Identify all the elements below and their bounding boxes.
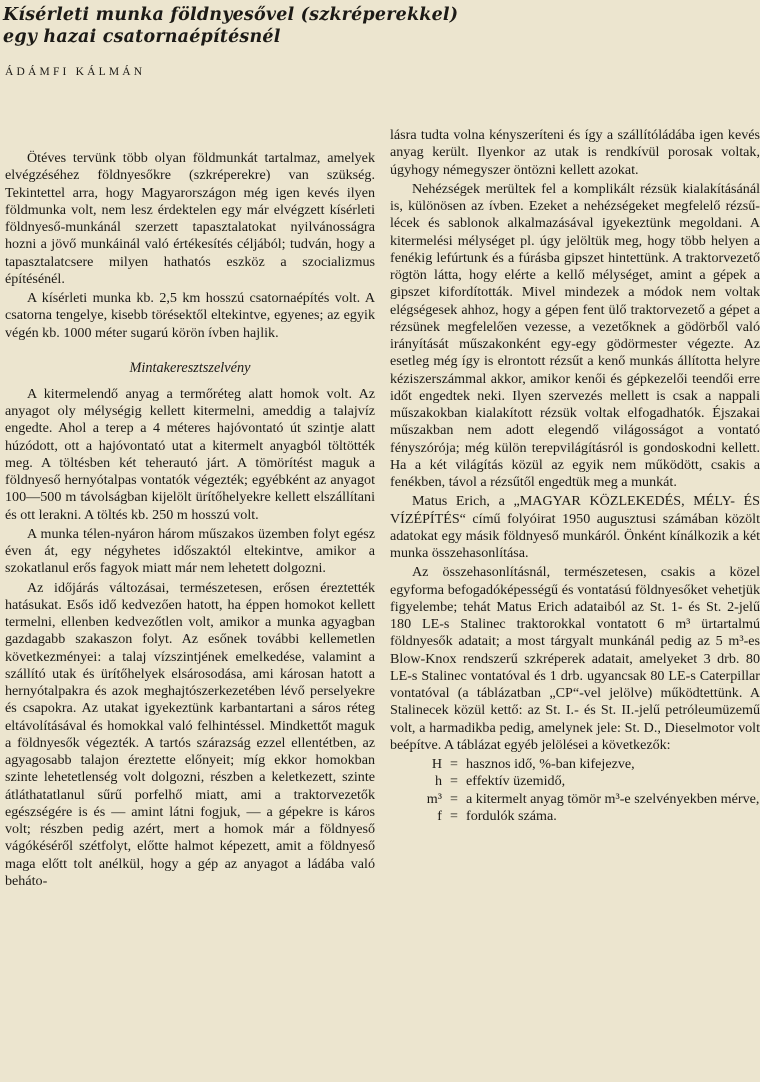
paragraph: Ötéves tervünk több olyan földmunkát tartalmaz, amelyek elvégzéséhez földnyesőkre (szkréperekre) van szükség. Tekintettel arra, hogy Magyarországon még igen kevés ilyen földmunka volt, nem lesz érdektelen egy már elvégzett kísérleti földnyeső-munkánál szerzett tapasztalatokat nyilvánosságra hozni a jövő munkáinál való értékesítés céljából; tudván, hogy a tapasztalatcsere milyen hathatós eszköz a szocializmus építésénél. xyxy=(5,150,375,287)
legend-symbol: f xyxy=(437,807,442,824)
equals-sign: = xyxy=(450,773,458,790)
paragraph: Nehézségek merültek fel a komplikált rézsük kialakításánál is, különösen az ívben. Ezeket a nehézségeket megfelelő rézsű-lécek és sablonok alkalmazásával igyekeztünk megoldani. A kitermelési mélységet pl. úgy jelöltük meg, hogy több helyen a fenékig lefúrtunk és a fúrásba gipszet hintettünk. A traktorvezető rögtön látta, hogy elérte a kellő mélységet, amint a gépek a gipszet kifordították. Mivel mindezek a módok nem voltak elégségesek ahhoz, hogy a gépen fent ülő traktorvezető a gépet a rézsünek megfelelően vezesse, a vezetőknek a gödörből való irányítását műszakonként egy-egy gödörmester végezte. Az esetleg még így is elrontott rézsűt a kenő munkás állította helyre kéziszerszámmal akkor, amikor kenői és gépkezelői teendői erre időt engedtek neki. Ilyen szervezés mellett is csak a nappali műszakokban kialakított rézsük voltak elfogadhatók. Éjszakai műszakban nem adott elegendő világosságot a vontató fényszórója; még külön terepvilágításról is gondoskodni kellett. Ha a két világítás közül az egyik nem működött, csakis a fenékben, távol a rézsűtől engedtük meg a munkát. xyxy=(390,180,760,490)
author-name: ÁDÁMFI KÁLMÁN xyxy=(5,66,146,78)
paragraph: A munka télen-nyáron három műszakos üzemben folyt egész éven át, egy négyhetes időszaktól eltekintve, amikor a szokatlanul erős fagyok miatt már nem lehetett dolgozni. xyxy=(5,525,375,577)
equals-sign: = xyxy=(450,756,458,772)
legend-definition: hasznos idő, %-ban kifejezve, xyxy=(466,756,635,772)
section-heading: Mintakeresztszelvény xyxy=(129,359,251,376)
title-line-2: egy hazai csatornaépítésnél xyxy=(3,27,281,47)
paragraph: Matus Erich, a „MAGYAR KÖZLEKEDÉS, MÉLY- ÉS VÍZÉPÍTÉS“ című folyóirat 1950 augusztusi számában közölt adatokat egy másik földnyeső munkáról. Önként kínálkozik a két munka összehasonlítása. xyxy=(390,493,760,561)
equals-sign: = xyxy=(450,790,458,807)
paragraph: A kísérleti munka kb. 2,5 km hosszú csatornaépítés volt. A csatorna tengelye, kisebb törésektől eltekintve, egyenes; az egyik végén kb. 1000 méter sugarú körön ívben hajlik. xyxy=(5,290,375,341)
legend-symbol: H xyxy=(431,756,442,772)
legend-definition: a kitermelt anyag tömör m³-e szelvényekben mérve, xyxy=(466,790,760,807)
equals-sign: = xyxy=(450,807,458,824)
paragraph: A kitermelendő anyag a termőréteg alatt homok volt. Az anyagot oly mélységig kellett kitermelni, ameddig a talajvíz engedte. Ahol a terep a 4 méteres hajóvontató út szintje alatt húzódott, ott a hajóvontató utat a kitermelt anyagból töltötték meg. A töltésben két teherautó járt. A tömörítést maguk a földnyeső hernyótalpas vontatók végezték; egyébként az anyagot 100—500 m távolságban kijelölt ürítőhelyekre kellett elszállítani és ott lerakni. A töltés kb. 250 m hosszú volt. xyxy=(5,385,375,523)
article-title xyxy=(3,4,743,48)
legend-definition: effektív üzemidő, xyxy=(466,773,566,790)
paragraph: Az összehasonlításnál, természetesen, csakis a közel egyforma befogadóképességű és vontatású földnyesőket vehetjük figyelembe; tehát Matus Erich adataiból az St. 1- és St. 2-jelű 180 LE-s Stalinec traktorokkal vontatott 6 m³ ürtartalmú földnyesők adatait; a most tárgyalt munkánál pedig az 5 m³-es Blow-Knox rendszerű szkréperek adatait, amelyeket 3 drb. 80 LE-s Stalinec vontatóval és 1 drb. ugyancsak 80 LE-s Caterpillar vontatóval (a táblázatban „CP“-vel jelölve) működtettünk. A Stalinecek közül kettő: az St. I.- és St. II.-jelű petróleumüzemű volt, a harmadikba pedig, amelynek jele: St. D., Dieselmotor volt beépítve. A táblázat egyéb jelölései a következők: xyxy=(390,564,760,753)
paragraph: Az időjárás változásai, természetesen, erősen éreztették hatásukat. Esős idő kedvezően hatott, ha éppen homokot kellett termelni, ellenben kedvezőtlen volt, amikor a munka agyagban gazdagabb szakaszon folyt. Az esőnek további kellemetlen következményei: a talaj vízszintjének emelkedése, valamint a szállító utak és ürítőhelyek elsárosodása, ami károsan hatott a hernyótalpakra és azok meghajtószerkezetében lévő perselyekre és csapokra. Az utakat igyekeztünk karbantartani a sáros réteg eltávolításával és homokkal való felhintéssel. Mindkettőt maguk a földnyesők végezték. A tartós szárazság ezzel ellentétben, az agyagosabb talajon éreztette előnyeit; míg ekkor homokban szinte lehetetlenség volt dolgozni, részben a keletkezett, szinte átláthatatlanul sűrű porfelhő miatt, ami a traktorvezetők egészségére is és — amint látni fogjuk, — a gépekre is káros volt; részben pedig azért, mert a homok már a földnyeső vágókéséről szétfolyt, előtte halmot képezett, amit a földnyeső maga előtt tolt anélkül, hogy a gép az anyagot a ládába való beháto- xyxy=(5,579,375,889)
legend-item xyxy=(390,756,760,773)
legend-item xyxy=(390,791,760,808)
title-line-1: Kísérleti munka földnyesővel (szkréperekkel) xyxy=(3,5,459,25)
right-column xyxy=(390,127,760,825)
legend-symbol: m³ xyxy=(426,790,442,807)
paragraph-continuation: lásra tudta volna kényszeríteni és így a szállítóládába igen kevés anyag került. Ilyenkor az utak is rendkívül porosak voltak, úgyhogy némegyszer öntözni kellett azokat. xyxy=(390,127,760,178)
legend-item xyxy=(390,773,760,790)
legend-item xyxy=(390,808,760,825)
legend-symbol: h xyxy=(434,773,442,790)
left-column xyxy=(5,150,375,890)
legend-definition: fordulók száma. xyxy=(466,807,557,824)
legend-list xyxy=(390,756,760,825)
